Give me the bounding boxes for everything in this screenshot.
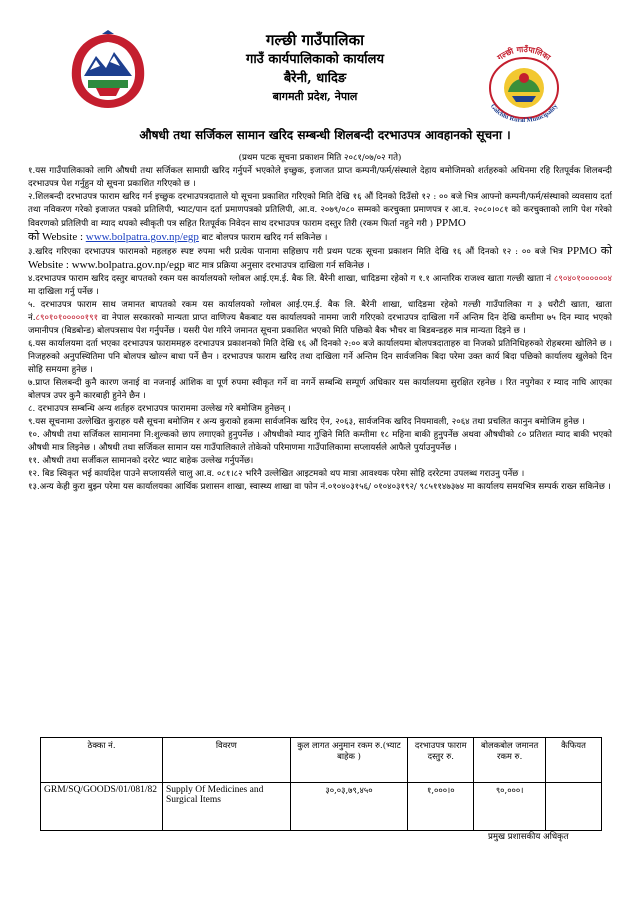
egp-link[interactable]: www.bolpatra.gov.np/egp <box>85 231 199 243</box>
paragraph-5-end: वा नेपाल सरकारको मान्यता प्राप्त वाणिज्य बैकबाट यस कार्यालयको नाममा जारी गरिएको दरभाउपत्र दाखिला गर्ने अन्तिम दिन देखि कम्तीमा ७५ दिन म्याद भएको जमानीपत्र (बिडबोन्ड) बोलपत्रसाथ पेश गर्नुपर्नेछ । यसरी पेश गरिने जमानत सूचना प्रकाशित भएको मिति पछिको बैक भौचर वा बिडबन्डहरु मात्र मान्यता दिइने छ । <box>28 313 612 336</box>
notice-body <box>28 152 612 494</box>
letterhead <box>150 30 480 105</box>
office-location: बैरेनी, धादिङ <box>283 71 347 86</box>
paragraph-1: १.यस गाउँपालिकाको लागि औषधी तथा सर्जिकल सामाग्री खरिद गर्नुपर्ने भएकोले इच्छुक, इजाजत प्राप्त कम्पनी/फर्म/संस्थाले देहाय बमोजिमको शर्तहरुको अधिनमा रहि रितपूर्वक शिलबन्दी दरभाउपत्र पेश गर्नुहुन यो सूचना प्रकाशित गरिएको छ । <box>28 166 612 189</box>
province-name: बागमती प्रदेश, नेपाल <box>272 90 358 103</box>
contract-table <box>40 737 602 831</box>
municipality-logo-icon <box>472 44 576 124</box>
column-header: कैफियत <box>546 738 602 783</box>
paragraph-7: ७.प्राप्त सिलबन्दी कुनै कारण जनाई वा नजनाई आंशिक वा पूर्ण रुपमा स्वीकृत गर्ने वा नगर्ने सम्बन्धि सम्पूर्ण अधिकार यस कार्यालयमा सुरक्षित रहनेछ । रित नपुगेका र म्याद नाघि आएका बोलपत्र उपर कुनै कारबाही हुनेने छैन । <box>28 378 612 401</box>
logo-top-text: गल्छी गाउँपालिका <box>495 44 553 63</box>
paragraph-8: ८. दरभाउपत्र सम्बन्धि अन्य शर्तहरु दरभाउपत्र फाराममा उल्लेख गरे बमोजिम हुनेछन् । <box>28 404 291 414</box>
paragraph-3-text: ३.खरिद गरिएका दरभाउपत्र फारामको महलहरु स्पष्ट रुपमा भरी प्रत्येक पानामा सहिछाप गरी प्रथम पटक सूचना प्रकाशन मिति देखि १६ औं दिनको १२ : ०० बजे भित्र <box>28 247 567 257</box>
contract-number-cell: GRM/SQ/GOODS/01/081/82 <box>41 783 163 831</box>
revenue-account-number: ८९०४०१००००००४ <box>553 274 612 284</box>
form-fee-cell: १,०००।० <box>408 783 474 831</box>
paragraph-4 <box>28 273 612 299</box>
paragraph-11: ११. औषधी तथा सर्जीकल सामानको दररेट भ्याट बाहेक उल्लेख गर्नुपर्नेछ। <box>28 456 254 466</box>
column-header: कुल लागत अनुमान रकम रु.(भ्याट बाहेक ) <box>290 738 408 783</box>
ppmo-label: PPMO <box>435 217 466 229</box>
column-header: बोलकबोल जमानत रकम रु. <box>474 738 546 783</box>
paragraph-3-website: PPMO को Website : www.bolpatra.gov.np/egp <box>28 245 612 271</box>
paragraph-2-end: बाट बोलपत्र फाराम खरिद गर्न सकिनेछ । <box>198 233 328 243</box>
paragraph-5 <box>28 299 612 338</box>
publish-note: (प्रथम पटक सूचना प्रकाशन मिति २०८१/०७/०२ गते) <box>238 153 402 163</box>
office-name: गाउँ कार्यपालिकाको कार्यालय <box>246 52 384 67</box>
column-header: दरभाउपत्र फाराम दस्तुर रु. <box>408 738 474 783</box>
logo-bottom-text: Galchhi Rural Municipality <box>488 102 560 124</box>
paragraph-12: १२. बिड स्विकृत भई कार्यादेश पाउने सप्लायर्सले चालु आ.व. ०८१।८२ भरिनै उल्लेखित आइटमको थप मात्रा आवश्यक परेमा सोहि दररेटमा उपलब्ध गराउनु पर्नेछ । <box>28 469 525 479</box>
paragraph-2 <box>28 191 612 245</box>
paragraph-9: ९.यस सूचनामा उल्लेखित कुराहरु यसै सूचना बमोजिम र अन्य कुराको हकमा सार्वजनिक खरिद ऐन, २०६३, सार्वजनिक खरिद नियमावली, २०६४ तथा प्रचलित कानुन बमोजिम हुनेछ । <box>28 417 585 427</box>
table-header-row <box>41 738 602 783</box>
nepal-emblem-icon <box>62 30 154 112</box>
estimated-cost-cell: ३०,०३,७९,४५० <box>290 783 408 831</box>
column-header: विवरण <box>162 738 290 783</box>
bid-security-cell: ९०,०००। <box>474 783 546 831</box>
paragraph-13: १३.अन्य केही कुरा बुझ्न परेमा यस कार्यालयका आर्थिक प्रशासन शाखा, स्वास्थ्य शाखा वा फोन नं.०१०४०३१५६/ ०१०४०३१९२/ ९८५११४७३७४ मा कार्यालय समयभित्र सम्पर्क राख्न सकिनेछ । <box>28 482 611 492</box>
paragraph-10: १०. औषधी तथा सर्जिकल सामानमा नि:शुल्कको छाप लगाएको हुनुपर्नेछ । औषधीको म्याद गुज्रिने मिति कम्तीमा १८ महिना बाकी हुनुपर्नेछ अथवा औषधीको ८० प्रतिशत म्याद बाकी भएको औषधी मात्र लिइनेछ । औषधी तथा सर्जिकल सामान यस गाउँपालिकाले तोकेको परिमाणमा गाउँपालिकामा सप्लायर्सले आफैले पुर्याउनुपर्नेछ । <box>28 430 612 453</box>
signatory-title: प्रमुख प्रशासकीय अधिकृत <box>488 832 569 842</box>
paragraph-2-text: २.शिलबन्दी दरभाउपत्र फाराम खरिद गर्न इच्छुक दरभाउपत्रदाताले यो सूचना प्रकाशित गरिएको मिति देखि १६ औं दिनको दिउँसो १२ : ०० बजे भित्र आफ्नो कम्पनी/फर्म/संस्थाको व्यवसाय दर्ता तथा नविकरण गरेको इजाजत पत्रको प्रतिलिपी, भ्याट/पान दर्ता प्रमाणपत्रको प्रतिलिपी, आ.व. २०७९/०८० सम्मको करचुक्ता प्रमाणपत्र र आ.व. २०८०।०८१ को करचुक्ताको लागि पेश गरेको विवरणको प्रतिलिपी वा म्याद थपको स्वीकृती पत्र सहित रितपूर्वक निवेदन साथ दरभाउपत्र फाराम दस्तुर तिरी (रकम फिर्ता नहुने गरी ) <box>28 192 612 229</box>
paragraph-4-end: मा दाखिला गर्नु पर्नेछ । <box>28 287 99 297</box>
description-cell: Supply Of Medicines and Surgical Items <box>162 783 290 831</box>
municipality-name: गल्छी गाउँपालिका <box>266 31 364 49</box>
paragraph-3 <box>28 245 612 273</box>
paragraph-3-end: बाट मात्र प्रक्रिया अनुसार दरभाउपत्र दाखिला गर्न सकिनेछ । <box>184 261 370 271</box>
table-row <box>41 783 602 831</box>
column-header: ठेक्का नं. <box>41 738 163 783</box>
paragraph-4-text: ४.दरभाउपत्र फाराम खरिद दस्तुर बापतको रकम यस कार्यालयको ग्लोबल आई.एम.ई. बैक लि. बैरेनी शाखा, धादिङमा रहेको ग १.१ आन्तरिक राजश्व खाता गल्छी खाता नं <box>28 274 554 284</box>
website-prefix: को Website : <box>28 231 86 243</box>
notice-subject: औषधी तथा सर्जिकल सामान खरिद सम्बन्धी शिलबन्दी दरभाउपत्र आवहानको सूचना । <box>139 128 511 142</box>
remarks-cell <box>546 783 602 831</box>
deposit-account-number: ८९०१०१०००००१९१ <box>35 313 99 323</box>
paragraph-6: ६.यस कार्यालयमा दर्ता भएका दरभाउपत्र फाराममहरु दरभाउपत्र प्रकाशनको मिति देखि १६ औं दिनको २:०० बजे कार्यालयमा बोलपत्रदाताहरु वा निजको प्रतिनिधिहरुको रोहबरमा खोलिने छ । निजहरुको अनुपस्थितिमा पनि बोलपत्र खोल्न बाधा पर्ने छैन । दरभाउपत्र फाराम खरिद तथा दाखिला गर्ने अन्तिम दिन सार्वजनिक बिदा परेमा उक्त कार्य बिदा पछिको कार्यालय खुलेको दिन सोहि समयमा हुनेछ । <box>28 339 612 375</box>
paragraph-5-text: ५. दरभाउपत्र फाराम साथ जमानत बापतको रकम यस कार्यालयको ग्लोबल आई.एम.ई. बैक लि. बैरेनी शाखा, धादिङमा रहेको गल्छी गाउँपालिका ग ३ धरौटी खाता, खाता नं. <box>28 300 612 323</box>
